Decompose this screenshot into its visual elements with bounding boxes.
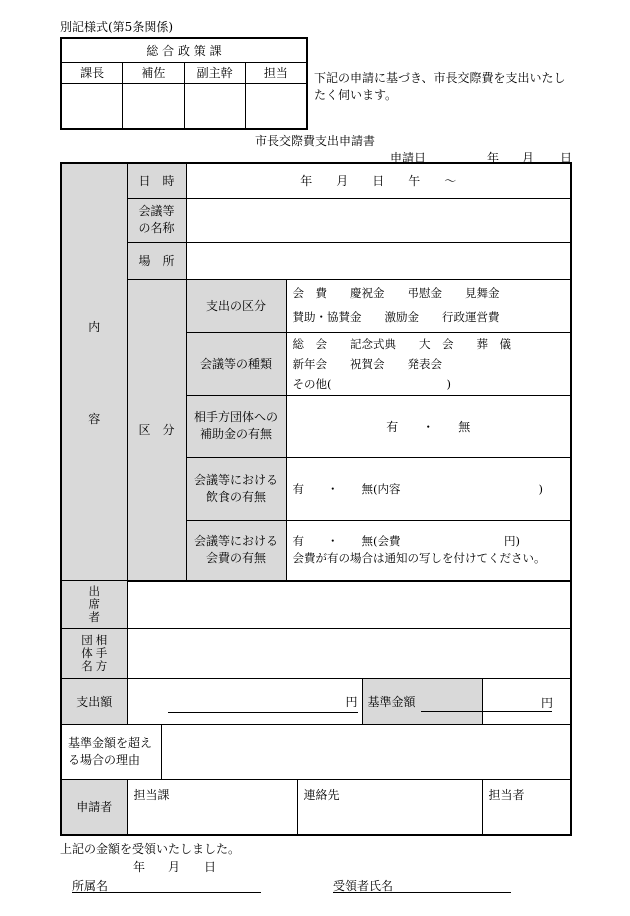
hojokin-label-line1: 相手方団体への (193, 410, 278, 424)
shishutsu-kubun-label: 支出の区分 (186, 279, 286, 332)
kaigi-name-field[interactable] (186, 198, 571, 242)
kaihi-value: 有 ・ 無(会費 円) (292, 534, 520, 549)
kaigi-name-label-line2: の名称 (138, 221, 175, 235)
dantai-char-3: 名 (81, 659, 93, 673)
tantousha-label: 担当者 (488, 788, 525, 802)
shishutsu-options-line2: 賛助・協賛金 激励金 行政運営費 (292, 310, 500, 324)
date-year: 年 (487, 151, 500, 165)
kijun-label: 基準金額 (367, 695, 416, 709)
seal-cell-hosa[interactable] (123, 83, 184, 129)
yen-2: 円 (541, 696, 554, 710)
dantai-char-2: 体 (81, 646, 93, 660)
inshoku-value: 有 ・ 無(内容 ) (292, 481, 543, 496)
receipt-text: 上記の金額を受領いたしました。 (60, 842, 241, 856)
hojokin-label-line2: 補助金の有無 (199, 427, 272, 441)
aite-char-2: 手 (95, 646, 108, 660)
seal-cell-kachou[interactable] (61, 83, 123, 129)
shishutsu-gaku-field[interactable] (127, 679, 362, 725)
inshoku-label (186, 457, 286, 520)
juryousha-label: 受領者氏名 (333, 879, 394, 893)
hojokin-value: 有 ・ 無 (386, 419, 471, 434)
yen-1: 円 (345, 695, 358, 709)
aite-dantai-field[interactable] (127, 629, 571, 679)
approval-col-kachou: 課長 (61, 62, 123, 83)
juryousha-underline[interactable] (333, 892, 511, 893)
riyu-field[interactable] (161, 725, 571, 780)
kaihi-label (186, 520, 286, 581)
riyu-label (61, 725, 161, 780)
inshoku-label-line1: 会議等における (193, 472, 278, 487)
kaihi-field[interactable] (286, 520, 571, 581)
renraku-label: 連絡先 (303, 788, 340, 802)
application-form (60, 162, 572, 582)
shishutsu-gaku-label: 支出額 (61, 679, 127, 725)
kubun-label: 区 分 (127, 279, 186, 581)
kaigi-type-line3: その他( ) (292, 376, 451, 391)
riyu-label-line1: 基準金額を超え (68, 736, 153, 750)
approval-col-fukushukan: 副主幹 (184, 62, 245, 83)
approval-col-hosa: 補佐 (123, 62, 184, 83)
nichiji-value: 年 月 日 午 ～ (300, 174, 457, 189)
shusseki-char-3: 者 (88, 610, 100, 624)
approval-col-tantou: 担当 (245, 62, 307, 83)
shishutsu-kubun-options[interactable] (286, 279, 571, 332)
shusseki-label (61, 581, 127, 629)
shishutsu-gaku-underline (168, 712, 358, 713)
renraku-field[interactable] (297, 780, 482, 835)
kaigi-name-label-line1: 会議等 (138, 204, 175, 218)
kaigi-name-label (127, 198, 186, 242)
aite-char-3: 方 (95, 659, 108, 673)
intro-text: 下記の申請に基づき、市長交際費を支出いたしたく伺います。 (314, 71, 566, 102)
footer-date-year: 年 (133, 860, 146, 874)
date-label: 申請日 (390, 151, 427, 165)
kaigi-type-line1: 総 会 記念式典 大 会 葬 儀 (292, 336, 511, 351)
riyu-label-line2: る場合の理由 (68, 753, 141, 767)
kaihi-label-line2: 会費の有無 (205, 551, 266, 566)
kijun-label-cell (362, 679, 482, 725)
shozoku-label: 所属名 (72, 879, 109, 893)
aite-dantai-label (61, 629, 127, 679)
shishutsu-options-line1: 会 費 慶祝金 弔慰金 見舞金 (292, 286, 500, 300)
naiyou-char-2: 容 (88, 411, 101, 426)
basho-label: 場 所 (127, 242, 186, 279)
seal-cell-tantou[interactable] (245, 83, 307, 129)
dantai-char-1: 団 (81, 633, 93, 647)
doc-title: 市長交際費支出申請書 (254, 134, 375, 148)
aite-char-1: 相 (95, 633, 108, 647)
inshoku-label-line2: 飲食の有無 (205, 489, 266, 504)
approval-box (60, 37, 308, 130)
application-form-lower (60, 580, 572, 836)
tantouka-label: 担当課 (133, 788, 170, 802)
kaigi-type-label: 会議等の種類 (186, 332, 286, 395)
shusseki-char-1: 出 (88, 584, 100, 598)
kaigi-type-options[interactable] (286, 332, 571, 395)
date-day: 日 (560, 151, 573, 165)
shinseisha-label: 申請者 (61, 780, 127, 835)
shusseki-char-2: 席 (88, 597, 100, 611)
shusseki-field[interactable] (127, 581, 571, 629)
footer-date-day: 日 (204, 860, 217, 874)
date-month: 月 (522, 151, 535, 165)
footer-date-month: 月 (168, 860, 181, 874)
nichiji-label: 日 時 (127, 163, 186, 198)
kaihi-note: 会費が有の場合は通知の写しを付けてください。 (292, 551, 546, 566)
nichiji-field[interactable] (186, 163, 571, 198)
kijun-underline (421, 711, 552, 712)
approval-title: 総 合 政 策 課 (61, 38, 307, 62)
basho-field[interactable] (186, 242, 571, 279)
form-label: 別記様式(第5条関係) (60, 20, 173, 34)
kaigi-type-line2: 新年会 祝賀会 発表会 (292, 356, 442, 371)
hojokin-field[interactable] (286, 395, 571, 457)
tantouka-field[interactable] (127, 780, 297, 835)
inshoku-field[interactable] (286, 457, 571, 520)
naiyou-cell (61, 163, 127, 581)
seal-cell-fukushukan[interactable] (184, 83, 245, 129)
hojokin-label (186, 395, 286, 457)
kaihi-label-line1: 会議等における (193, 534, 278, 549)
kijun-field[interactable] (482, 679, 571, 725)
naiyou-char-1: 内 (88, 319, 101, 334)
shozoku-underline[interactable] (72, 892, 261, 893)
tantousha-field[interactable] (482, 780, 571, 835)
